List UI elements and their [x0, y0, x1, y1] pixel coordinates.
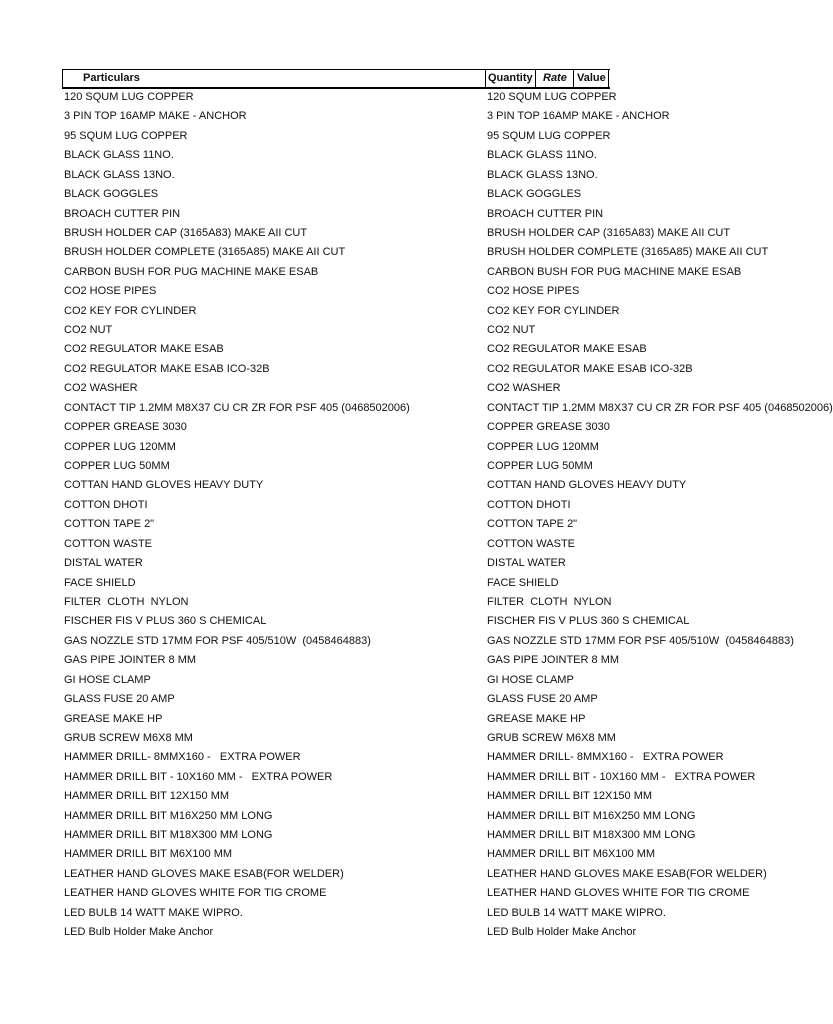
table-row — [0, 845, 768, 864]
quantity-cell: GRUB SCREW M6X8 MM — [487, 731, 616, 744]
particulars-cell: HAMMER DRILL BIT M16X250 MM LONG — [64, 809, 273, 822]
header-value: Value — [573, 70, 609, 88]
quantity-cell: LEATHER HAND GLOVES WHITE FOR TIG CROME — [487, 887, 750, 900]
table-row — [0, 651, 768, 670]
table-row — [0, 554, 768, 573]
particulars-cell: BRUSH HOLDER COMPLETE (3165A85) MAKE AII CUT — [64, 246, 346, 259]
quantity-cell: HAMMER DRILL BIT 12X150 MM — [487, 790, 653, 803]
particulars-cell: COTTON WASTE — [64, 537, 152, 550]
quantity-cell: BRUSH HOLDER COMPLETE (3165A85) MAKE AII CUT — [487, 246, 769, 259]
table-row — [0, 710, 768, 729]
particulars-cell: CO2 NUT — [64, 324, 113, 337]
quantity-cell: DISTAL WATER — [487, 557, 566, 570]
particulars-cell: BLACK GOGGLES — [64, 188, 159, 201]
table-row — [0, 243, 768, 262]
particulars-cell: 95 SQUM LUG COPPER — [64, 129, 188, 142]
table-row — [0, 807, 768, 826]
particulars-cell: HAMMER DRILL BIT M18X300 MM LONG — [64, 829, 273, 842]
particulars-cell: BROACH CUTTER PIN — [64, 207, 181, 220]
header-particulars: Particulars — [62, 70, 485, 88]
table-row — [0, 671, 768, 690]
table-row — [0, 205, 768, 224]
table-row — [0, 535, 768, 554]
quantity-cell: LED Bulb Holder Make Anchor — [487, 926, 637, 939]
particulars-cell: 120 SQUM LUG COPPER — [64, 91, 194, 103]
quantity-cell: GREASE MAKE HP — [487, 712, 586, 725]
particulars-cell: CO2 WASHER — [64, 382, 138, 395]
table-row — [0, 360, 768, 379]
table-row — [0, 593, 768, 612]
quantity-cell: GAS NOZZLE STD 17MM FOR PSF 405/510W (0458464883) — [487, 634, 794, 647]
particulars-cell: FILTER CLOTH NYLON — [64, 595, 189, 608]
quantity-cell: COTTON TAPE 2" — [487, 518, 578, 531]
quantity-cell: COPPER LUG 120MM — [487, 440, 599, 453]
quantity-cell: LEATHER HAND GLOVES MAKE ESAB(FOR WELDER) — [487, 867, 767, 880]
quantity-cell: COTTON WASTE — [487, 537, 575, 550]
quantity-cell: COTTAN HAND GLOVES HEAVY DUTY — [487, 479, 687, 492]
quantity-cell: FILTER CLOTH NYLON — [487, 595, 612, 608]
table-row — [0, 826, 768, 845]
particulars-cell: CO2 KEY FOR CYLINDER — [64, 304, 197, 317]
table-row — [0, 302, 768, 321]
particulars-cell: COTTAN HAND GLOVES HEAVY DUTY — [64, 479, 264, 492]
table-row — [0, 263, 768, 282]
particulars-cell: CONTACT TIP 1.2MM M8X37 CU CR ZR FOR PSF 405 (0468502006) — [64, 401, 410, 414]
quantity-cell: CO2 WASHER — [487, 382, 561, 395]
table-row — [0, 574, 768, 593]
table-row — [0, 457, 768, 476]
quantity-cell: GAS PIPE JOINTER 8 MM — [487, 654, 620, 667]
table-row — [0, 340, 768, 359]
quantity-cell: HAMMER DRILL- 8MMX160 - EXTRA POWER — [487, 751, 724, 764]
quantity-cell: HAMMER DRILL BIT M6X100 MM — [487, 848, 656, 861]
quantity-cell: CO2 REGULATOR MAKE ESAB ICO-32B — [487, 362, 693, 375]
particulars-cell: COPPER LUG 50MM — [64, 460, 170, 473]
table-row — [0, 612, 768, 631]
quantity-cell: HAMMER DRILL BIT M18X300 MM LONG — [487, 829, 696, 842]
particulars-cell: GRUB SCREW M6X8 MM — [64, 731, 193, 744]
header-rate: Rate — [535, 70, 573, 88]
table-row — [0, 224, 768, 243]
table-row — [0, 632, 794, 651]
particulars-cell: COPPER LUG 120MM — [64, 440, 176, 453]
quantity-cell: CO2 KEY FOR CYLINDER — [487, 304, 620, 317]
quantity-cell: LED BULB 14 WATT MAKE WIPRO. — [487, 906, 666, 919]
particulars-cell: HAMMER DRILL- 8MMX160 - EXTRA POWER — [64, 751, 301, 764]
table-row — [0, 399, 833, 418]
table-header — [62, 69, 610, 89]
quantity-cell: GI HOSE CLAMP — [487, 673, 574, 686]
quantity-cell: CO2 REGULATOR MAKE ESAB — [487, 343, 647, 356]
particulars-cell: BLACK GLASS 11NO. — [64, 149, 174, 162]
table-row — [0, 107, 768, 126]
table-row — [0, 127, 768, 146]
table-row — [0, 923, 768, 942]
particulars-cell: GI HOSE CLAMP — [64, 673, 151, 686]
table-row — [0, 418, 768, 437]
particulars-cell: GLASS FUSE 20 AMP — [64, 693, 175, 706]
quantity-cell: CONTACT TIP 1.2MM M8X37 CU CR ZR FOR PSF 405 (0468502006) — [487, 401, 833, 414]
particulars-cell: FACE SHIELD — [64, 576, 136, 589]
table-row — [0, 88, 768, 107]
quantity-cell: FACE SHIELD — [487, 576, 559, 589]
particulars-cell: COTTON DHOTI — [64, 498, 148, 511]
quantity-cell: BLACK GLASS 11NO. — [487, 149, 597, 162]
quantity-cell: COPPER GREASE 3030 — [487, 421, 610, 434]
table-row — [0, 496, 768, 515]
particulars-cell: HAMMER DRILL BIT M6X100 MM — [64, 848, 233, 861]
particulars-cell: LEATHER HAND GLOVES WHITE FOR TIG CROME — [64, 887, 327, 900]
table-row — [0, 321, 768, 340]
table-row — [0, 146, 768, 165]
particulars-cell: GAS PIPE JOINTER 8 MM — [64, 654, 197, 667]
table-row — [0, 438, 768, 457]
table-row — [0, 904, 768, 923]
particulars-cell: 3 PIN TOP 16AMP MAKE - ANCHOR — [64, 110, 247, 123]
table-row — [0, 787, 768, 806]
quantity-cell: CARBON BUSH FOR PUG MACHINE MAKE ESAB — [487, 265, 742, 278]
quantity-cell: HAMMER DRILL BIT M16X250 MM LONG — [487, 809, 696, 822]
quantity-cell: 3 PIN TOP 16AMP MAKE - ANCHOR — [487, 110, 670, 123]
table-row — [0, 884, 768, 903]
quantity-cell: GLASS FUSE 20 AMP — [487, 693, 598, 706]
particulars-cell: DISTAL WATER — [64, 557, 143, 570]
quantity-cell: COPPER LUG 50MM — [487, 460, 593, 473]
quantity-cell: 120 SQUM LUG COPPER — [487, 91, 617, 103]
particulars-cell: LED Bulb Holder Make Anchor — [64, 926, 214, 939]
header-quantity: Quantity — [485, 70, 535, 88]
table-row — [0, 476, 768, 495]
particulars-cell: BRUSH HOLDER CAP (3165A83) MAKE AII CUT — [64, 226, 308, 239]
particulars-cell: COPPER GREASE 3030 — [64, 421, 187, 434]
item-rows — [0, 88, 833, 943]
table-row — [0, 185, 768, 204]
particulars-cell: CARBON BUSH FOR PUG MACHINE MAKE ESAB — [64, 265, 319, 278]
particulars-cell: CO2 HOSE PIPES — [64, 285, 157, 298]
table-row — [0, 865, 768, 884]
particulars-cell: CO2 REGULATOR MAKE ESAB — [64, 343, 224, 356]
particulars-cell: BLACK GLASS 13NO. — [64, 168, 175, 181]
table-row — [0, 768, 768, 787]
table-row — [0, 282, 768, 301]
table-row — [0, 166, 768, 185]
table-row — [0, 729, 768, 748]
particulars-cell: LEATHER HAND GLOVES MAKE ESAB(FOR WELDER) — [64, 867, 344, 880]
table-row — [0, 515, 768, 534]
particulars-cell: FISCHER FIS V PLUS 360 S CHEMICAL — [64, 615, 267, 628]
quantity-cell: BLACK GLASS 13NO. — [487, 168, 598, 181]
particulars-cell: CO2 REGULATOR MAKE ESAB ICO-32B — [64, 362, 270, 375]
quantity-cell: BROACH CUTTER PIN — [487, 207, 604, 220]
quantity-cell: BRUSH HOLDER CAP (3165A83) MAKE AII CUT — [487, 226, 731, 239]
particulars-cell: GREASE MAKE HP — [64, 712, 163, 725]
quantity-cell: 95 SQUM LUG COPPER — [487, 129, 611, 142]
table-row — [0, 690, 768, 709]
quantity-cell: FISCHER FIS V PLUS 360 S CHEMICAL — [487, 615, 690, 628]
particulars-cell: HAMMER DRILL BIT - 10X160 MM - EXTRA POWER — [64, 770, 333, 783]
table-row — [0, 748, 768, 767]
particulars-cell: LED BULB 14 WATT MAKE WIPRO. — [64, 906, 243, 919]
particulars-cell: GAS NOZZLE STD 17MM FOR PSF 405/510W (0458464883) — [64, 634, 371, 647]
particulars-cell: COTTON TAPE 2" — [64, 518, 155, 531]
particulars-cell: HAMMER DRILL BIT 12X150 MM — [64, 790, 230, 803]
quantity-cell: CO2 HOSE PIPES — [487, 285, 580, 298]
table-row — [0, 379, 768, 398]
quantity-cell: BLACK GOGGLES — [487, 188, 582, 201]
quantity-cell: HAMMER DRILL BIT - 10X160 MM - EXTRA POWER — [487, 770, 756, 783]
quantity-cell: COTTON DHOTI — [487, 498, 571, 511]
quantity-cell: CO2 NUT — [487, 324, 536, 337]
